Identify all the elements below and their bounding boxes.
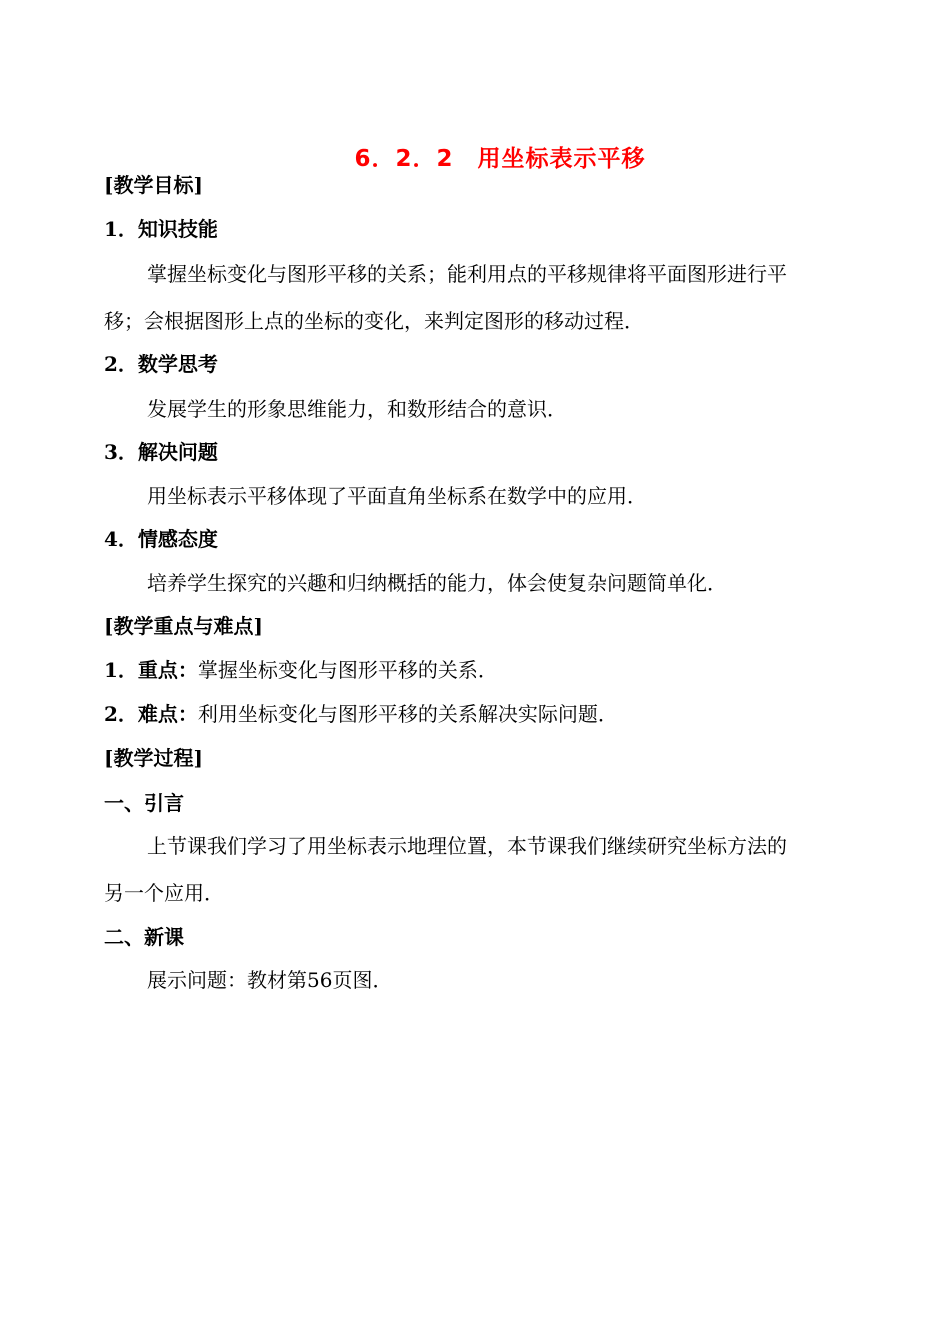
objectives-heading: [教学目标] [104, 173, 203, 197]
key-point-1-label: 1．重点： [104, 658, 198, 682]
key-point-2-text: 利用坐标变化与图形平移的关系解决实际问题． [197, 702, 618, 726]
attitude-text: 培养学生探究的兴趣和归纳概括的能力，体会使复杂问题简单化． [147, 571, 727, 595]
math-thinking-heading: 2．数学思考 [104, 352, 218, 376]
intro-line-2: 另一个应用． [104, 881, 224, 905]
knowledge-skills-heading: 1．知识技能 [104, 217, 218, 241]
key-point-2 [104, 701, 618, 727]
knowledge-skills-line-2: 移；会根据图形上点的坐标的变化，来判定图形的移动过程． [104, 309, 644, 333]
math-thinking-text: 发展学生的形象思维能力，和数形结合的意识． [147, 397, 567, 421]
knowledge-skills-line-1: 掌握坐标变化与图形平移的关系；能利用点的平移规律将平面图形进行平 [147, 262, 787, 286]
problem-solving-text: 用坐标表示平移体现了平面直角坐标系在数学中的应用． [147, 484, 647, 508]
key-point-1 [104, 657, 498, 683]
key-points-heading: [教学重点与难点] [104, 614, 263, 638]
new-lesson-text: 展示问题：教材第56页图． [147, 968, 393, 992]
intro-heading: 一、引言 [104, 791, 184, 815]
intro-line-1: 上节课我们学习了用坐标表示地理位置，本节课我们继续研究坐标方法的 [147, 834, 787, 858]
page-title: 6．2．2 用坐标表示平移 [354, 146, 646, 172]
new-lesson-heading: 二、新课 [104, 925, 184, 949]
key-point-1-text: 掌握坐标变化与图形平移的关系． [197, 658, 498, 682]
problem-solving-heading: 3．解决问题 [104, 440, 218, 464]
attitude-heading: 4．情感态度 [104, 527, 218, 551]
process-heading: [教学过程] [104, 746, 203, 770]
key-point-2-label: 2．难点： [104, 702, 198, 726]
